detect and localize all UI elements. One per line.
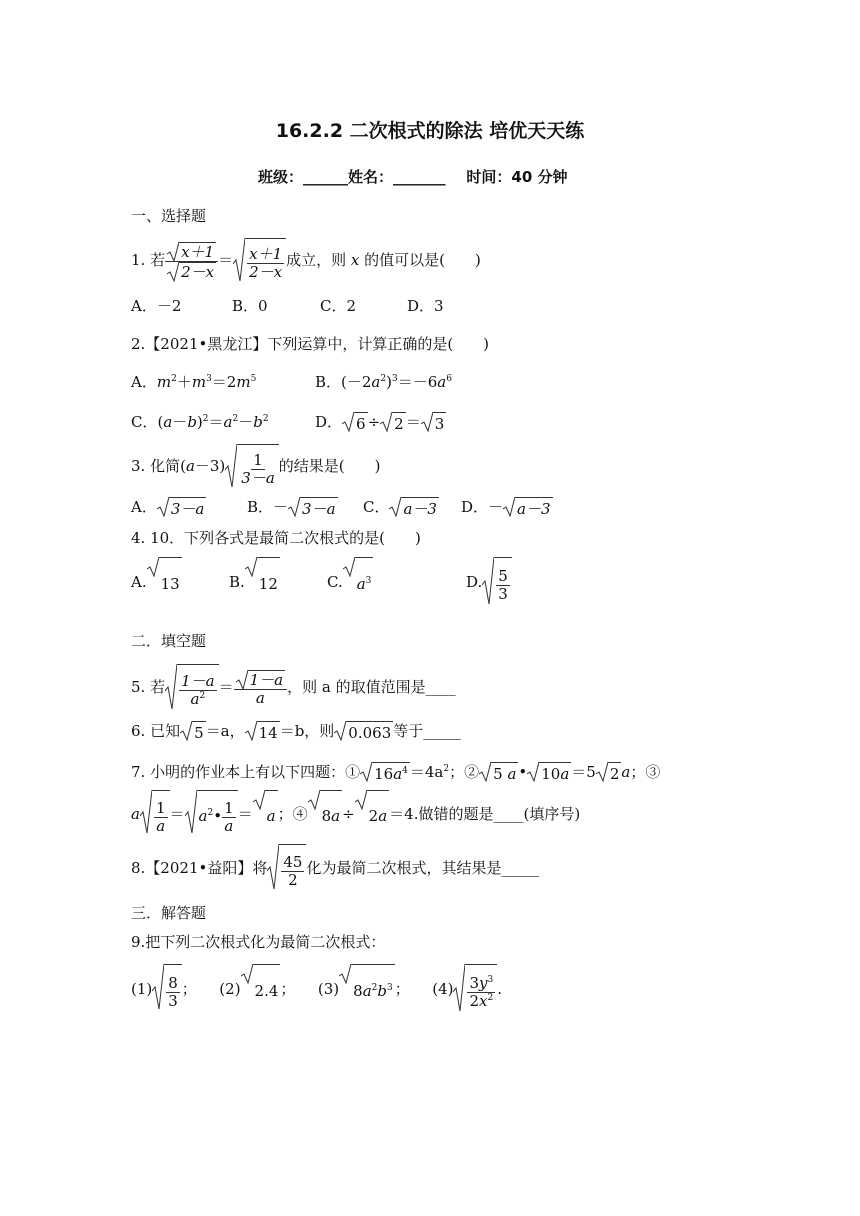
question-3-options <box>131 497 553 519</box>
q6-root-14: 14 <box>257 721 280 743</box>
class-blank: ______ <box>303 168 349 186</box>
q2-option-c: C．$(a-b)^2=a^2-b^2$ <box>131 413 269 431</box>
q1-option-a: A．－2 <box>131 297 182 315</box>
q3-a-label: A． <box>131 498 157 516</box>
q8-suffix: 化为最简二次根式，其结果是_____ <box>306 859 539 877</box>
q3-mid: －3) <box>194 457 226 475</box>
q3-option-c <box>363 497 461 519</box>
question-1: 1. 若 $\frac{x+1}{2-x}$ ＝ $\frac{x+1}{2-x}$ 成立，则 x 的值可以是( ) <box>131 238 481 284</box>
q3-suffix: 的结果是( ) <box>278 457 381 475</box>
q2-a-label: A． <box>131 373 157 391</box>
q5-suffix: ，则 a 的取值范围是____ <box>287 678 456 696</box>
q3-prefix: 3. 化简( <box>131 457 186 475</box>
q4-c-label: C. <box>327 573 343 591</box>
q1-option-b: B．0 <box>232 297 268 315</box>
name-blank: _______ <box>393 168 446 186</box>
q4-option-c: C. $a^3$ <box>327 557 466 609</box>
question-4: 4. 10．下列各式是最简二次根式的是( ) <box>131 529 421 547</box>
q9-part2-label: ； (2) <box>181 980 241 998</box>
q4-option-a <box>131 557 229 609</box>
q3-option-d <box>461 498 553 516</box>
q6-eq-b: ＝b，则 <box>279 722 335 740</box>
q8-num: 45 <box>283 852 303 871</box>
q3-var: a <box>185 457 195 475</box>
q6-suffix: 等于_____ <box>393 722 461 740</box>
q8-den: 2 <box>288 870 298 889</box>
question-2: 2.【2021•黑龙江】下列运算中，计算正确的是( ) <box>131 335 490 353</box>
q8-prefix: 8.【2021•益阳】将 <box>131 859 268 877</box>
question-2-options-row1 <box>131 372 452 392</box>
q9-part1-label: (1) <box>131 980 153 998</box>
q1-rhs-num: x＋1 <box>249 244 283 263</box>
q1-option-d: D．3 <box>407 297 444 315</box>
question-2-options-row2 <box>131 412 446 434</box>
q4-d-den: 3 <box>498 584 508 603</box>
q1-rhs-radical <box>233 238 286 284</box>
q2-d-label: D． <box>315 413 343 431</box>
q4-d-label: D. <box>466 573 483 591</box>
q7-part4: ；③ <box>630 763 661 781</box>
q7-tail: ＝4.做错的题是____(填序号) <box>389 805 581 823</box>
q7-part1: ＝4a <box>409 763 444 781</box>
question-5: 5. 若 $\frac{1-a}{a^2}$ ＝ $\frac{1-a}{a}$ ，则 a 的取值范围是____ <box>131 664 456 712</box>
q6-root-5: 5 <box>192 721 206 743</box>
section-heading-choice: 一、选择题 <box>131 207 207 225</box>
q3-d-value: a－3 <box>515 497 553 519</box>
q3-num: 1 <box>253 450 263 469</box>
question-8 <box>131 844 539 894</box>
time-label: 时间：40 分钟 <box>466 168 568 186</box>
q4-option-b <box>229 557 327 609</box>
section-heading-fill: 二．填空题 <box>131 632 207 650</box>
q1-lhs-fraction <box>165 242 218 281</box>
q3-c-value: a－3 <box>401 497 439 519</box>
q3-radical <box>225 444 279 490</box>
q7-prefix: 7. 小明的作业本上有以下四题：① <box>131 763 361 781</box>
q1-rhs-den: 2－x <box>249 262 283 281</box>
q3-b-value: 3－a <box>300 497 338 519</box>
q2-option-d: D． 6 ÷ 2 ＝ 3 <box>315 413 445 433</box>
q5-rhs-num: 1－a <box>249 670 284 689</box>
q3-option-b <box>247 497 363 519</box>
q3-option-a <box>131 497 247 519</box>
q1-lhs-den: 2－x <box>181 262 215 281</box>
q7-part2: ；② <box>449 763 480 781</box>
q2-option-b: B．$(-2a^2)^3=-6a^6$ <box>315 373 452 391</box>
q5-lhs-num: 1－a <box>181 671 215 690</box>
q4-a-value: 13 <box>159 557 182 609</box>
q5-prefix: 5. 若 <box>131 678 166 696</box>
q2-b-label: B．(－2 <box>315 373 372 391</box>
question-1-options <box>131 296 444 316</box>
q9-part4-label: ； (4) <box>394 980 454 998</box>
question-7: 7. 小明的作业本上有以下四题：① $16a^4 =4a^2$；② 5 a • 10a ＝5 2 a；③ <box>131 763 661 783</box>
question-6 <box>131 721 461 743</box>
q6-eq-a: ＝a， <box>205 722 245 740</box>
q2-option-a: A．$m^2+m^3=2m^5$ <box>131 373 257 391</box>
q5-rhs-fraction: $\frac{1-a}{a}$ <box>234 670 288 707</box>
q3-c-label: C． <box>363 498 390 516</box>
q4-option-d <box>466 566 512 603</box>
q6-prefix: 6. 已知 <box>131 722 181 740</box>
q4-b-value: 12 <box>257 557 280 609</box>
q4-a-label: A. <box>131 573 147 591</box>
q3-b-label: B．－ <box>247 498 289 516</box>
question-7-cont: a $\frac{1}{a}$ ＝ $a^2•$ $\frac{1}{a}$ ＝ a ；④ 8a ÷ 2a ＝4.做错的题是____(填序号) <box>131 790 580 840</box>
q1-lhs-num: x＋1 <box>181 242 215 261</box>
page-title: 16.2.2 二次根式的除法 培优天天练 <box>275 120 585 142</box>
q4-b-label: B. <box>229 573 245 591</box>
q1-prefix: 1. 若 <box>131 251 166 269</box>
q3-a-value: 3－a <box>169 497 207 519</box>
q1-suffix-a: 成立，则 <box>286 251 351 269</box>
q7-line2-tail: ；④ <box>277 805 308 823</box>
q4-d-num: 5 <box>498 566 508 585</box>
q1-option-c: C．2 <box>320 297 357 315</box>
q1-var: x <box>350 251 360 269</box>
question-9-parts: (1) $\frac{8}{3}$ ； (2) 2.4 ； (3) $8a^2b^3$ ； (4) $\frac{3y^3}{2x^2}$ . <box>131 964 502 1016</box>
q9-part2-value: 2.4 <box>253 964 281 1016</box>
q3-d-label: D．－ <box>461 498 504 516</box>
question-4-options <box>131 557 512 609</box>
q5-lhs-radical: $\frac{1-a}{a^2}$ <box>165 664 219 712</box>
q9-part3-label: ； (3) <box>280 980 340 998</box>
q1-suffix-b: 的值可以是( ) <box>359 251 481 269</box>
section-heading-solve: 三．解答题 <box>131 904 207 922</box>
q3-den: 3－a <box>241 468 275 487</box>
q7-part3: ＝5 <box>571 763 596 781</box>
student-info-line <box>258 166 568 187</box>
class-label: 班级： <box>258 168 304 186</box>
question-3 <box>131 444 381 490</box>
question-9: 9.把下列二次根式化为最简二次根式： <box>131 933 386 951</box>
q2-c-label: C．( <box>131 413 164 431</box>
name-label: 姓名： <box>348 168 394 186</box>
q6-root-0063: 0.063 <box>346 721 393 743</box>
